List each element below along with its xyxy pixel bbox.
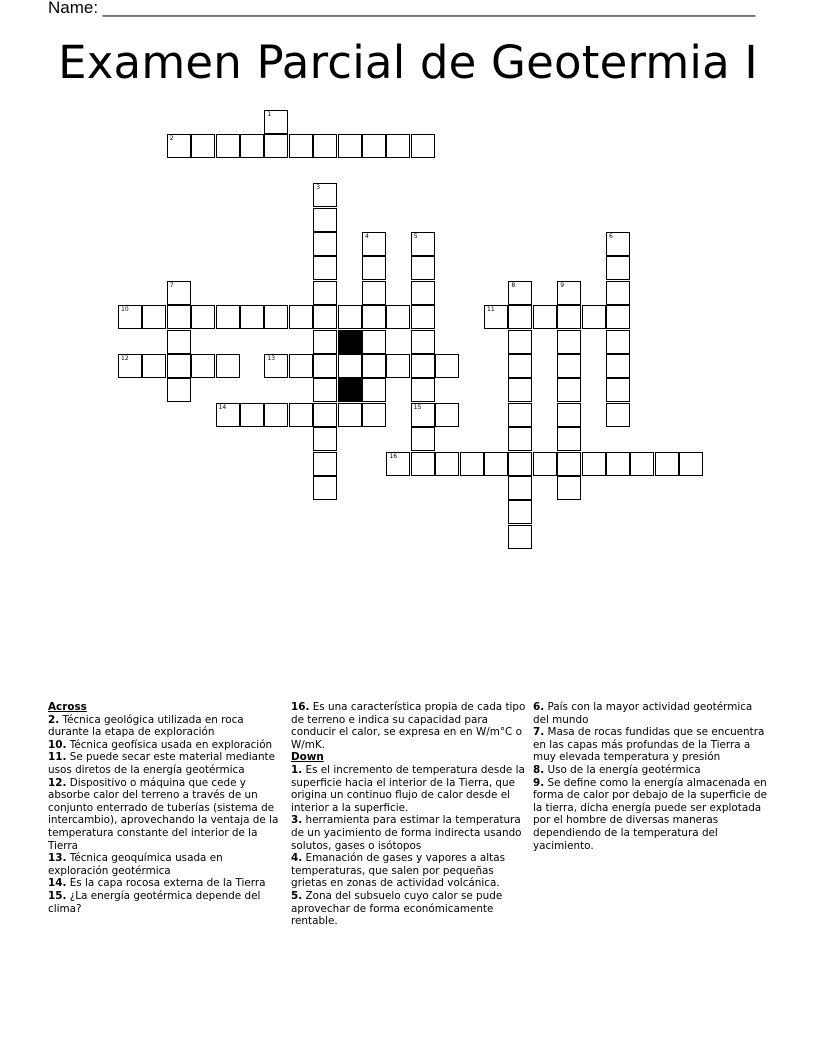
clue-number: 7 <box>169 281 174 289</box>
clue-across-2: 2. Técnica geológica utilizada en roca durante la etapa de exploración <box>48 713 244 739</box>
crossword-cell[interactable] <box>338 134 362 158</box>
crossword-block <box>338 378 362 402</box>
clue-number: 9 <box>560 281 565 289</box>
clue-number: 6 <box>609 233 613 240</box>
crossword-cell[interactable] <box>508 452 532 476</box>
crossword-cell[interactable] <box>606 403 630 427</box>
crossword-cell[interactable] <box>264 354 288 378</box>
clue-down-5: 5. Zona del subsuelo cuyo calor se pude aprovechar de forma económicamente rentable. <box>291 889 503 928</box>
crossword-cell[interactable] <box>435 354 459 378</box>
crossword-cell[interactable] <box>411 330 435 354</box>
crossword-cell[interactable] <box>289 403 313 427</box>
crossword-cell[interactable] <box>216 305 240 329</box>
clue-number: 2 <box>169 135 174 143</box>
clue-number: 11 <box>487 306 495 314</box>
crossword-cell[interactable] <box>411 378 435 402</box>
crossword-cell[interactable] <box>191 354 215 378</box>
crossword-cell[interactable] <box>484 305 508 329</box>
crossword-cell[interactable] <box>142 354 166 378</box>
crossword-cell[interactable] <box>338 403 362 427</box>
clue-across-15: 15. ¿La energía geotérmica depende del clima? <box>48 889 261 915</box>
crossword-cell[interactable] <box>167 354 191 378</box>
crossword-cell[interactable] <box>362 134 386 158</box>
crossword-cell[interactable] <box>484 452 508 476</box>
crossword-cell[interactable] <box>508 427 532 451</box>
clue-across-10: 10. Técnica geofísica usada en exploración <box>48 738 273 751</box>
crossword-cell[interactable] <box>557 452 581 476</box>
crossword-cell[interactable] <box>338 305 362 329</box>
crossword-cell[interactable] <box>191 305 215 329</box>
crossword-cell[interactable] <box>411 403 435 427</box>
crossword-cell[interactable] <box>167 330 191 354</box>
clue-across-12: 12. Dispositivo o máquina que cede y absorbe calor del terreno a través de un conjunto enterrado de tuberías (sistema de intercambio), aprovechando la ventaja de la temperatura constante del interior de la Tierra <box>48 776 279 852</box>
crossword-cell[interactable] <box>362 281 386 305</box>
crossword-cell[interactable] <box>386 305 410 329</box>
crossword-cell[interactable] <box>313 134 337 158</box>
crossword-cell[interactable] <box>240 134 264 158</box>
crossword-cell[interactable] <box>362 378 386 402</box>
crossword-cell[interactable] <box>508 525 532 549</box>
crossword-cell[interactable] <box>216 354 240 378</box>
crossword-cell[interactable] <box>264 110 288 134</box>
crossword-cell[interactable] <box>362 256 386 280</box>
crossword-cell[interactable] <box>606 305 630 329</box>
crossword-cell[interactable] <box>313 183 337 207</box>
crossword-cell[interactable] <box>264 134 288 158</box>
clue-number: 14 <box>218 403 227 411</box>
clue-number: 13 <box>267 355 276 362</box>
clue-down-6: 6. País con la mayor actividad geotérmica del mundo <box>533 701 753 726</box>
crossword-cell[interactable] <box>313 208 337 232</box>
crossword-cell[interactable] <box>606 232 630 256</box>
crossword-cell[interactable] <box>240 305 264 329</box>
crossword-cell[interactable] <box>362 403 386 427</box>
crossword-cell[interactable] <box>362 330 386 354</box>
crossword-cell[interactable] <box>557 378 581 402</box>
crossword-cell[interactable] <box>508 378 532 402</box>
crossword-cell[interactable] <box>411 305 435 329</box>
crossword-cell[interactable] <box>264 403 288 427</box>
crossword-cell[interactable] <box>557 476 581 500</box>
crossword-cell[interactable] <box>167 378 191 402</box>
clue-down-4: 4. Emanación de gases y vapores a altas temperaturas, que salen por pequeñas grietas en zonas de actividad volcánica. <box>291 852 505 890</box>
crossword-cell[interactable] <box>167 281 191 305</box>
crossword-cell[interactable] <box>264 305 288 329</box>
crossword-cell[interactable] <box>362 354 386 378</box>
crossword-cell[interactable] <box>167 305 191 329</box>
clue-number: 4 <box>365 233 369 240</box>
crossword-cell[interactable] <box>435 403 459 427</box>
crossword-cell[interactable] <box>386 354 410 378</box>
crossword-cell[interactable] <box>289 305 313 329</box>
crossword-cell[interactable] <box>313 330 337 354</box>
crossword-cell[interactable] <box>362 232 386 256</box>
clue-number: 5 <box>413 233 418 240</box>
crossword-cell[interactable] <box>655 452 679 476</box>
clue-across-11: 11. Se puede secar este material mediante usos diretos de la energía geotérmica <box>48 751 276 776</box>
crossword-cell[interactable] <box>313 476 337 500</box>
crossword-cell[interactable] <box>411 281 435 305</box>
clues-column-3 <box>533 701 769 852</box>
clue-across-16: 16. Es una característica propia de cada tipo de terreno e indica su capacidad para conducir el calor, se expresa en en W/m°C o W/mK. <box>291 701 526 751</box>
crossword-cell[interactable] <box>313 232 337 256</box>
clue-number: 12 <box>121 355 129 362</box>
crossword-cell[interactable] <box>508 354 532 378</box>
crossword-cell[interactable] <box>557 427 581 451</box>
crossword-cell[interactable] <box>411 256 435 280</box>
crossword-cell[interactable] <box>411 134 435 158</box>
crossword-cell[interactable] <box>313 427 337 451</box>
clue-down-3: 3. herramienta para estimar la temperatura de un yacimiento de forma indirecta usando solutos, gases o isótopos <box>291 814 522 852</box>
crossword-cell[interactable] <box>557 305 581 329</box>
clue-number: 8 <box>511 281 516 289</box>
crossword-cell[interactable] <box>411 354 435 378</box>
crossword-cell[interactable] <box>679 452 703 476</box>
crossword-cell[interactable] <box>508 305 532 329</box>
crossword-cell[interactable] <box>313 403 337 427</box>
crossword-cell[interactable] <box>460 452 484 476</box>
clue-down-7: 7. Masa de rocas fundidas que se encuentra en las capas más profundas de la Tierra a muy elevada temperatura y presión <box>533 726 765 764</box>
crossword-cell[interactable] <box>313 452 337 476</box>
clue-down-9: 9. Se define como la energía almacenada en forma de calor por debajo de la superficie de la tierra, dicha energía puede ser explotada por el hombre de diversas maneras dependiendo de la temperatura del yacimiento. <box>533 776 768 852</box>
crossword-cell[interactable] <box>557 330 581 354</box>
crossword-cell[interactable] <box>386 134 410 158</box>
crossword-cell[interactable] <box>582 452 606 476</box>
crossword-cell[interactable] <box>313 305 337 329</box>
crossword-block <box>338 330 362 354</box>
crossword-cell[interactable] <box>411 427 435 451</box>
crossword-cell[interactable] <box>313 378 337 402</box>
crossword-cell[interactable] <box>508 476 532 500</box>
clue-number: 16 <box>389 452 398 460</box>
crossword-cell[interactable] <box>606 378 630 402</box>
crossword-cell[interactable] <box>191 134 215 158</box>
clue-number: 10 <box>121 306 129 314</box>
crossword-cell[interactable] <box>216 403 240 427</box>
crossword-cell[interactable] <box>167 134 191 158</box>
clue-across-13: 13. Técnica geoquímica usada en exploración geotérmica <box>48 852 223 877</box>
crossword-cell[interactable] <box>582 305 606 329</box>
crossword-cell[interactable] <box>533 305 557 329</box>
crossword-cell[interactable] <box>338 354 362 378</box>
name-line: Name: _____________________________________________________________________ <box>48 0 756 17</box>
crossword-cell[interactable] <box>386 452 410 476</box>
crossword-cell[interactable] <box>313 256 337 280</box>
crossword-cell[interactable] <box>508 403 532 427</box>
crossword-cell[interactable] <box>142 305 166 329</box>
crossword-cell[interactable] <box>240 403 264 427</box>
crossword-cell[interactable] <box>289 354 313 378</box>
crossword-cell[interactable] <box>118 354 142 378</box>
crossword-cell[interactable] <box>435 452 459 476</box>
crossword-cell[interactable] <box>557 354 581 378</box>
crossword-cell[interactable] <box>606 452 630 476</box>
crossword-cell[interactable] <box>362 305 386 329</box>
crossword-cell[interactable] <box>508 500 532 524</box>
clues-column-2 <box>291 701 527 928</box>
crossword-cell[interactable] <box>411 232 435 256</box>
crossword-cell[interactable] <box>508 330 532 354</box>
crossword-cell[interactable] <box>533 452 557 476</box>
crossword-cell[interactable] <box>313 354 337 378</box>
crossword-cell[interactable] <box>557 403 581 427</box>
crossword-cell[interactable] <box>411 452 435 476</box>
crossword-cell[interactable] <box>606 330 630 354</box>
crossword-cell[interactable] <box>606 281 630 305</box>
clue-down-1: 1. Es el incremento de temperatura desde la superficie hacia el interior de la Tierra, que origina un continuo flujo de calor desde el interior a la superficie. <box>291 763 525 814</box>
clue-number: 15 <box>413 403 422 411</box>
clue-across-14: 14. Es la capa rocosa externa de la Tierra <box>48 877 266 890</box>
clue-number: 1 <box>267 111 272 118</box>
crossword-cell[interactable] <box>289 134 313 158</box>
crossword-cell[interactable] <box>606 256 630 280</box>
crossword-cell[interactable] <box>118 305 142 329</box>
crossword-cell[interactable] <box>606 354 630 378</box>
down-heading: Down <box>291 751 324 764</box>
clue-number: 3 <box>316 184 321 192</box>
page-title: Examen Parcial de Geotermia I <box>58 36 758 89</box>
across-heading: Across <box>48 701 87 713</box>
crossword-cell[interactable] <box>216 134 240 158</box>
crossword-cell[interactable] <box>313 281 337 305</box>
crossword-cell[interactable] <box>557 281 581 305</box>
crossword-cell[interactable] <box>508 281 532 305</box>
crossword-cell[interactable] <box>630 452 654 476</box>
clues-column-1 <box>48 701 282 915</box>
clue-down-8: 8. Uso de la energía geotérmica <box>533 763 701 776</box>
